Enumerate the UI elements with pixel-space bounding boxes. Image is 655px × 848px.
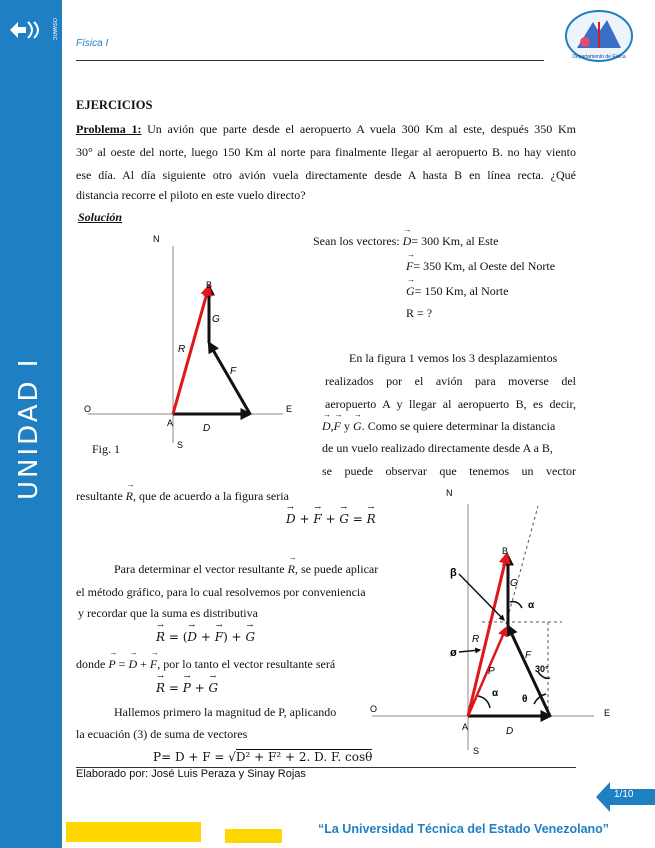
fig2-label-alpha-bottom: α — [492, 688, 499, 699]
method-line-1: Para determinar el vector resultante → R, se puede aplicar — [114, 562, 378, 577]
problem-label: Problema 1: — [76, 122, 142, 136]
fig1-label-n: N — [153, 234, 160, 244]
explanation-line-2: realizados por el avión para moverse del — [325, 374, 576, 388]
fig2-label-theta: θ — [522, 694, 528, 705]
fig2-label-r: R — [472, 634, 480, 645]
unit-label: UNIDAD I — [14, 356, 44, 500]
fig1-label-s: S — [177, 440, 184, 450]
fig2-arc-alpha-bottom — [478, 696, 490, 708]
explanation-line-7: resultante → R, que de acuerdo a la figura seria — [76, 489, 289, 504]
department-logo-icon — [563, 8, 635, 64]
fig2-label-d: D — [506, 726, 514, 737]
fig1-label-a: A — [167, 418, 174, 428]
explanation-line-6: se puede observar que tenemos un vector — [322, 464, 576, 478]
fig1-label-b: B — [206, 280, 213, 290]
magnitude-line-1: Hallemos primero la magnitud de P, aplicando — [114, 705, 337, 719]
fig2-label-f: F — [525, 650, 532, 661]
fig2-label-n: N — [446, 488, 453, 498]
fig2-label-alpha-top: α — [528, 600, 535, 611]
fig2-label-p: P — [488, 666, 495, 677]
vector-g-definition: → G= 150 Km, al Norte — [406, 284, 508, 299]
fig1-label-o: O — [84, 404, 92, 414]
fig1-label-g: G — [212, 314, 220, 325]
footer-slogan: “La Universidad Técnica del Estado Venezolano” — [318, 822, 610, 836]
figure-1 — [78, 228, 318, 458]
fig2-label-o: O — [370, 704, 378, 714]
explanation-line-5: de un vuelo realizado directamente desde A a B, — [322, 441, 553, 455]
problem-line-2: 30° al oeste del norte, luego 150 Km al norte para finalmente llegar al aeropuerto B. no hay viento — [76, 145, 576, 159]
fig2-label-phi: ø — [450, 647, 457, 659]
fig2-arc-alpha-top — [510, 602, 522, 608]
sidebar-small-text: OSWARC — [51, 18, 57, 41]
vector-sum-equation: → D + → F + → G = → R — [286, 512, 376, 526]
fig2-label-a: A — [462, 722, 469, 732]
course-title: Física I — [76, 38, 109, 49]
fig1-caption: Fig. 1 — [92, 442, 121, 456]
header-divider — [76, 60, 544, 61]
section-heading: EJERCICIOS — [76, 98, 153, 112]
explanation-line-4: → D,→ F y → G. Como se quiere determinar la distancia — [322, 419, 555, 434]
fig2-label-s: S — [473, 746, 480, 756]
method-line-2: el método gráfico, para lo cual resolvemos por conveniencia — [76, 585, 366, 599]
vector-r-definition: R = ? — [406, 306, 433, 320]
fig2-label-e: E — [604, 708, 611, 718]
resultant-equation: → R = → P + → G — [156, 681, 218, 695]
solution-label: Solución — [78, 210, 123, 224]
method-line-3: y recordar que la suma es distributiva — [78, 606, 258, 620]
fig1-vector-f — [209, 343, 250, 414]
page-number: 1/10 — [614, 789, 634, 800]
vector-d-definition: Sean los vectores: → D= 300 Km, al Este — [313, 234, 498, 249]
problem-line-3: ese día. Al día siguiente otro avión vuela directamente desde A hasta B en línea recta. ¿Qué — [76, 168, 576, 182]
sqrt-symbol-icon: √ — [228, 750, 236, 764]
fig2-label-b: B — [502, 546, 509, 556]
magnitude-line-2: la ecuación (3) de suma de vectores — [76, 727, 248, 741]
explanation-line-1: En la figura 1 vemos los 3 desplazamientos — [349, 351, 558, 365]
fig2-label-30: 30° — [535, 664, 549, 674]
footer-yellow-bar-1 — [66, 822, 201, 842]
fig2-label-g: G — [510, 578, 518, 589]
vector-f-definition: → F= 350 Km, al Oeste del Norte — [406, 259, 555, 274]
fig1-label-d: D — [203, 423, 211, 434]
explanation-line-3: aeropuerto A y llegar al aeropuerto B, es decir, — [325, 397, 576, 411]
left-sidebar — [0, 0, 62, 848]
institution-logo-icon — [8, 18, 46, 42]
problem-line-4: distancia recorre el piloto en este vuelo directo? — [76, 188, 306, 202]
figure-2 — [362, 482, 624, 762]
fig1-label-e: E — [286, 404, 293, 414]
law-of-cosines-equation: P= D + F = √D² + F² + 2. D. F. cosθ — [153, 750, 373, 764]
problem-line-1: Problema 1: Un avión que parte desde el aeropuerto A vuela 300 Km al este, después 350 Km — [76, 122, 576, 136]
fig2-label-beta: β — [450, 567, 457, 579]
author-credit: Elaborado por: José Luis Peraza y Sinay Rojas — [76, 768, 306, 780]
fig2-pointer-phi — [459, 650, 480, 652]
distributive-equation: → R = (→ D + → F) + → G — [156, 630, 255, 644]
donde-line: donde → P = → D + → F, por lo tanto el vector resultante será — [76, 657, 335, 672]
footer-yellow-bar-2 — [225, 829, 282, 843]
fig1-label-f: F — [230, 366, 237, 377]
fig1-label-r: R — [178, 344, 186, 355]
department-logo-text: Departamento de Física — [572, 54, 626, 60]
